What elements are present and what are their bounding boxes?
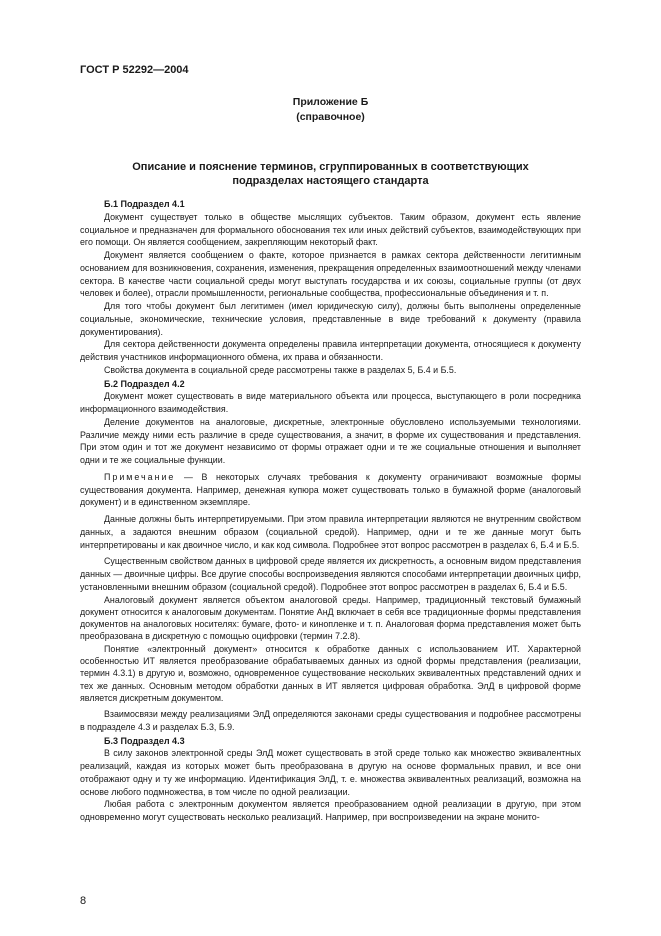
paragraph: Для того чтобы документ был легитимен (имел юридическую силу), должны быть выполнены определенные социальные, экономические, технические условия, представленные в виде требований к документу (правила документирования). [80, 301, 581, 337]
appendix-block [80, 95, 581, 125]
section-title [80, 160, 581, 188]
section-title-line-2: подразделах настоящего стандарта [232, 175, 429, 187]
heading-b1: Б.1 Подраздел 4.1 [104, 199, 185, 209]
paragraph: Любая работа с электронным документом является преобразованием одной реализации в другую, при этом одновременно могут существовать несколько реализаций. Например, при воспроизведении на экране монито- [80, 799, 581, 823]
paragraph: Существенным свойством данных в цифровой среде является их дискретность, а основным видом представления данных — двоичные цифры. Все другие способы воспроизведения являются способами интерпретации двоичных цифр, установленными внешним образом (социальной средой). Подробнее этот вопрос рассмотрен в разделах 6, Б.4 и Б.5. [80, 556, 581, 592]
paragraph: Взаимосвязи между реализациями ЭлД определяются законами среды существования и подробнее рассмотрены в подразделе 4.3 и разделах Б.3, Б.9. [80, 709, 581, 732]
note-label: Примечание [104, 471, 176, 482]
paragraph: Понятие «электронный документ» относится к обработке данных с использованием ИТ. Характерной особенностью ИТ является преобразование обрабатываемых данных из одной формы представления (реализации, термин 4.3.1) в другую и, возможно, одновременное существование нескольких эквивалентных представлений одних и тех же данных. Основным методом обработки данных в ИТ является цифровая обработка. ЭлД в цифровой форме является дискретным документом. [80, 643, 581, 703]
paragraph: В силу законов электронной среды ЭлД может существовать в этой среде только как множество эквивалентных реализаций, каждая из которых может быть преобразована в другую на основе формальных правил, и все они отображают одну и ту же информацию. Идентификация ЭлД, т. е. множества эквивалентных реализаций, возможна на основе любого подмножества, в том числе по одной реализации. [80, 748, 581, 797]
note-paragraph [80, 471, 581, 509]
page-number: 8 [80, 895, 87, 907]
paragraph: Документ является сообщением о факте, которое признается в рамках сектора действенности легитимным основанием для возникновения, сохранения, изменения, прекращения определенных взаимоотношений между членами сектора. В качестве части социальной среды могут выступать государства и их союзы, социальные группы (от двух человек и более), отрасли промышленности, региональные сообщества, профессиональные объединения и т. п. [80, 250, 581, 299]
paragraph: Деление документов на аналоговые, дискретные, электронные обусловлено используемыми технологиями. Различие между ними есть различие в среде существования, а значит, в форме их существования и представления. При этом один и тот же документ независимо от формы отражает одни и те же социальные отношения и выполняет одни и те же социальные функции. [80, 416, 581, 465]
standard-header: ГОСТ Р 52292—2004 [80, 64, 189, 76]
document-body [80, 197, 581, 824]
note-text: — В некоторых случаях требования к документу ограничивают возможные формы существования документа. Например, денежная купюра может существовать только в бумажной форме (аналоговый документ) и в единственном экземпляре. [80, 471, 581, 508]
heading-b3: Б.3 Подраздел 4.3 [104, 735, 185, 746]
heading-b2: Б.2 Подраздел 4.2 [104, 378, 185, 389]
paragraph: Документ может существовать в виде материального объекта или процесса, выступающего в роли посредника информационного взаимодействия. [80, 391, 581, 414]
appendix-title: Приложение Б [292, 96, 369, 108]
paragraph: Аналоговый документ является объектом аналоговой среды. Например, традиционный текстовый бумажный документ относится к аналоговым документам. Понятие АнД включает в себя все традиционные формы представления документов на аналоговых носителях: бумаге, фото- и кинопленке и т. п. Аналоговая форма представления может быть преобразована в дискретную с помощью оцифровки (термин 7.2.8). [80, 594, 581, 642]
section-title-line-1: Описание и пояснение терминов, сгруппированных в соответствующих [132, 161, 529, 173]
appendix-type: (справочное) [296, 111, 365, 123]
paragraph: Для сектора действенности документа определены правила интерпретации документа, относящиеся к документу действия участников информационного обмена, их права и обязанности. [80, 339, 581, 362]
paragraph: Данные должны быть интерпретируемыми. При этом правила интерпретации являются не внутренним свойством данных, а задаются внешним образом (социальной средой). Например, одни и те же данные могут быть интерпретированы и как двоичное число, и как код символа. Подробнее этот вопрос рассмотрен в разделах 6, Б.4 и Б.5. [80, 514, 581, 550]
paragraph: Документ существует только в обществе мыслящих субъектов. Таким образом, документ есть явление социальное и предназначен для формального обоснования тех или иных действий субъектов, взаимодействующих при его помощи. Он является сообщением, закрепляющим некоторый факт. [80, 211, 581, 248]
paragraph: Свойства документа в социальной среде рассмотрены также в разделах 5, Б.4 и Б.5. [104, 364, 457, 375]
